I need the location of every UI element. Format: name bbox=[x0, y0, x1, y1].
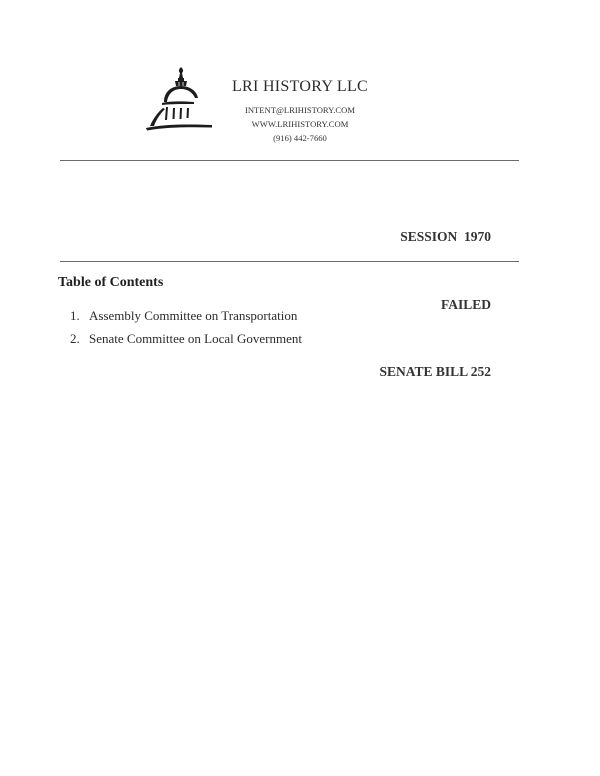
bill-status: FAILED bbox=[440, 296, 491, 312]
toc-item[interactable] bbox=[70, 307, 302, 330]
bill-session: SESSION 1970 bbox=[400, 229, 491, 244]
company-email: INTENT@LRIHISTORY.COM bbox=[244, 105, 355, 115]
toc-item[interactable] bbox=[70, 330, 302, 353]
toc-item-label: Senate Committee on Local Government bbox=[89, 331, 302, 346]
bill-number: SENATE BILL 252 bbox=[379, 364, 491, 379]
toc-list bbox=[70, 307, 302, 353]
company-info bbox=[200, 78, 400, 145]
bill-info bbox=[379, 181, 491, 406]
company-website: WWW.LRIHISTORY.COM bbox=[251, 119, 349, 129]
divider-bottom bbox=[60, 261, 519, 262]
divider-top bbox=[60, 160, 519, 161]
toc-item-label: Assembly Committee on Transportation bbox=[89, 308, 298, 323]
toc-title: Table of Contents bbox=[58, 275, 164, 290]
company-phone: (916) 442-7660 bbox=[273, 133, 327, 143]
company-name: LRI HISTORY LLC bbox=[231, 78, 369, 95]
letterhead bbox=[0, 0, 600, 150]
toc-item-number: 1. bbox=[70, 308, 80, 323]
toc-item-number: 2. bbox=[70, 331, 80, 346]
